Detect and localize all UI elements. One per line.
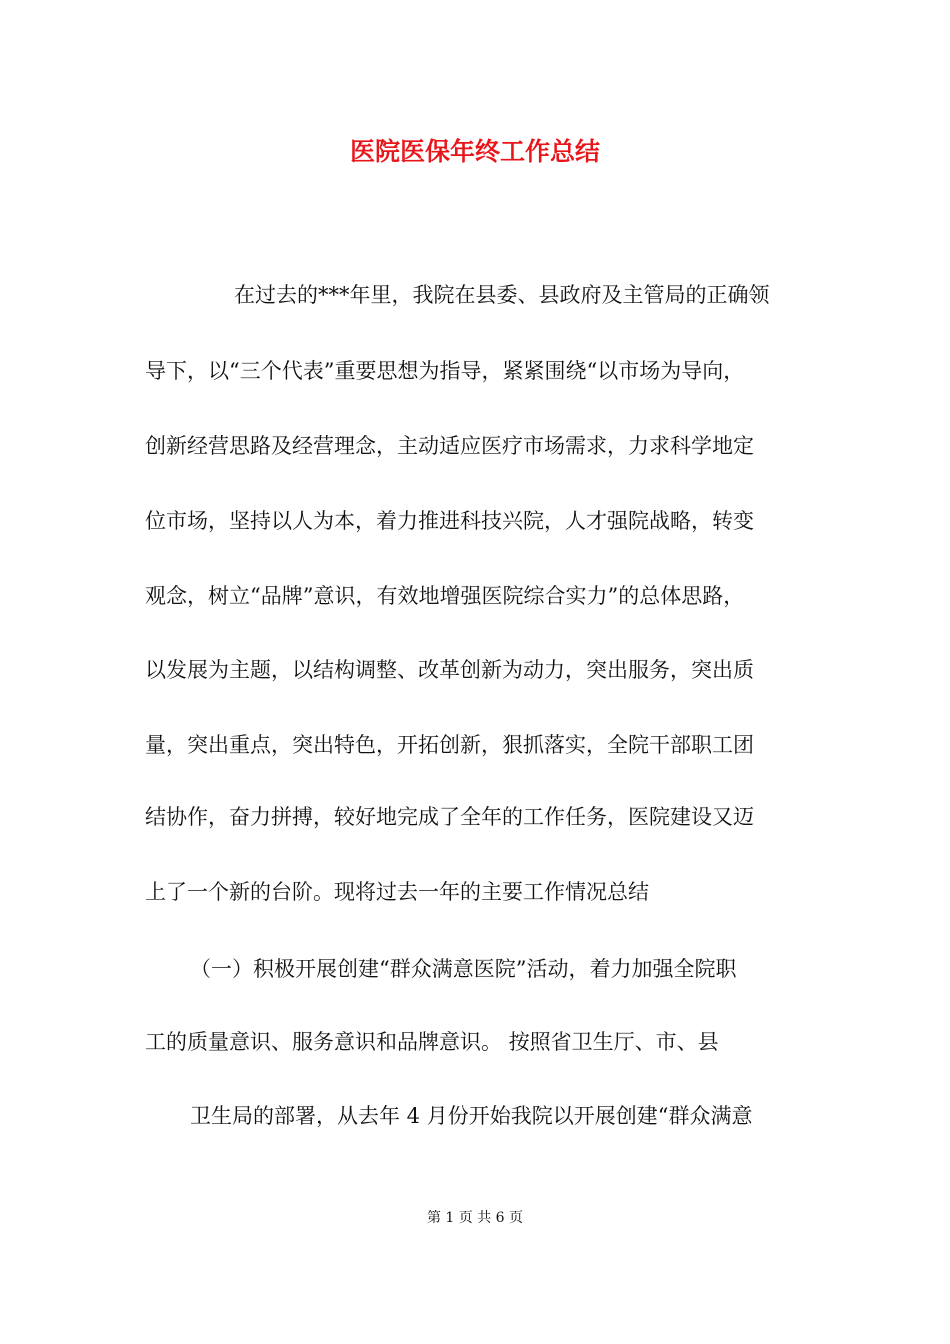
- document-title: 医院医保年终工作总结: [349, 137, 600, 166]
- paragraph-line: 以发展为主题，以结构调整、改革创新为动力，突出服务，突出质: [145, 658, 754, 682]
- section-heading-line: （一）积极开展创建“群众满意医院”活动，着力加强全院职: [190, 957, 737, 981]
- page-number-footer: 第 1 页 共 6 页: [426, 1210, 524, 1226]
- paragraph-line: 工的质量意识、服务意识和品牌意识。 按照省卫生厅、市、县: [145, 1030, 719, 1054]
- paragraph-line: 在过去的***年里，我院在县委、县政府及主管局的正确领: [234, 283, 770, 307]
- paragraph-line: 上了一个新的台阶。现将过去一年的主要工作情况总结: [145, 880, 649, 904]
- paragraph-line: 创新经营思路及经营理念，主动适应医疗市场需求，力求科学地定: [145, 434, 754, 458]
- paragraph-line: 导下，以“三个代表”重要思想为指导，紧紧围绕“以市场为导向，: [145, 359, 745, 383]
- paragraph-line: 观念，树立“品牌”意识，有效地增强医院综合实力”的总体思路，: [145, 584, 745, 608]
- paragraph-line: 量，突出重点，突出特色，开拓创新，狠抓落实，全院干部职工团: [145, 733, 754, 757]
- paragraph-line: 结协作，奋力拼搏，较好地完成了全年的工作任务，医院建设又迈: [145, 805, 754, 829]
- paragraph-line: 位市场，坚持以人为本，着力推进科技兴院，人才强院战略，转变: [145, 509, 754, 533]
- paragraph-line: 卫生局的部署，从去年 4 月份开始我院以开展创建“群众满意: [190, 1104, 753, 1128]
